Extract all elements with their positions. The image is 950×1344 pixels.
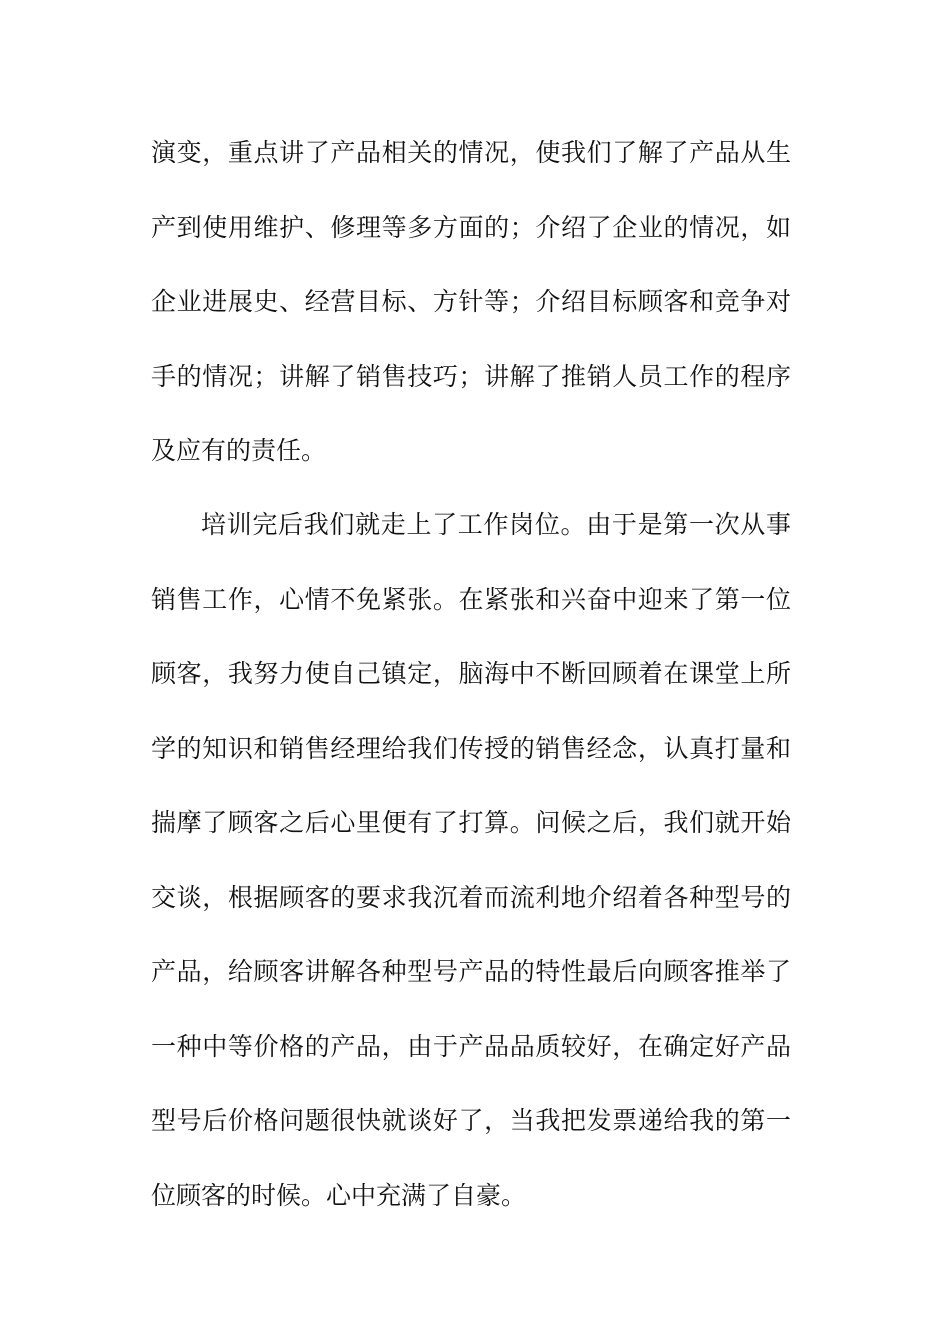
paragraph-line: 培训完后我们就走上了工作岗位。由于是第一次从事 <box>201 510 791 539</box>
paragraph-line: 学的知识和销售经理给我们传授的销售经念，认真打量和 <box>151 733 791 763</box>
paragraph-line: 产品，给顾客讲解各种型号产品的特性最后向顾客推举了 <box>151 957 791 986</box>
paragraph-line: 产到使用维护、修理等多方面的；介绍了企业的情况，如 <box>151 212 791 242</box>
paragraph-line: 交谈，根据顾客的要求我沉着而流利地介绍着各种型号的 <box>151 882 791 912</box>
paragraph-line: 演变，重点讲了产品相关的情况，使我们了解了产品从生 <box>151 138 791 167</box>
paragraph-line: 顾客，我努力使自己镇定，脑海中不断回顾着在课堂上所 <box>151 659 791 688</box>
paragraph <box>151 116 791 489</box>
paragraph-line: 揣摩了顾客之后心里便有了打算。问候之后，我们就开始 <box>151 808 791 837</box>
paragraph-line: 企业进展史、经营目标、方针等；介绍目标顾客和竞争对 <box>151 287 791 316</box>
paragraph <box>151 488 791 1233</box>
paragraph-line: 一种中等价格的产品，由于产品品质较好，在确定好产品 <box>151 1031 791 1061</box>
paragraph-line: 及应有的责任。 <box>151 436 327 465</box>
paragraph-line: 型号后价格问题很快就谈好了，当我把发票递给我的第一 <box>151 1106 791 1135</box>
paragraph-line: 位顾客的时候。心中充满了自豪。 <box>151 1180 527 1210</box>
paragraph-line: 手的情况；讲解了销售技巧；讲解了推销人员工作的程序 <box>151 361 791 391</box>
paragraph-line: 销售工作，心情不免紧张。在紧张和兴奋中迎来了第一位 <box>151 584 791 614</box>
